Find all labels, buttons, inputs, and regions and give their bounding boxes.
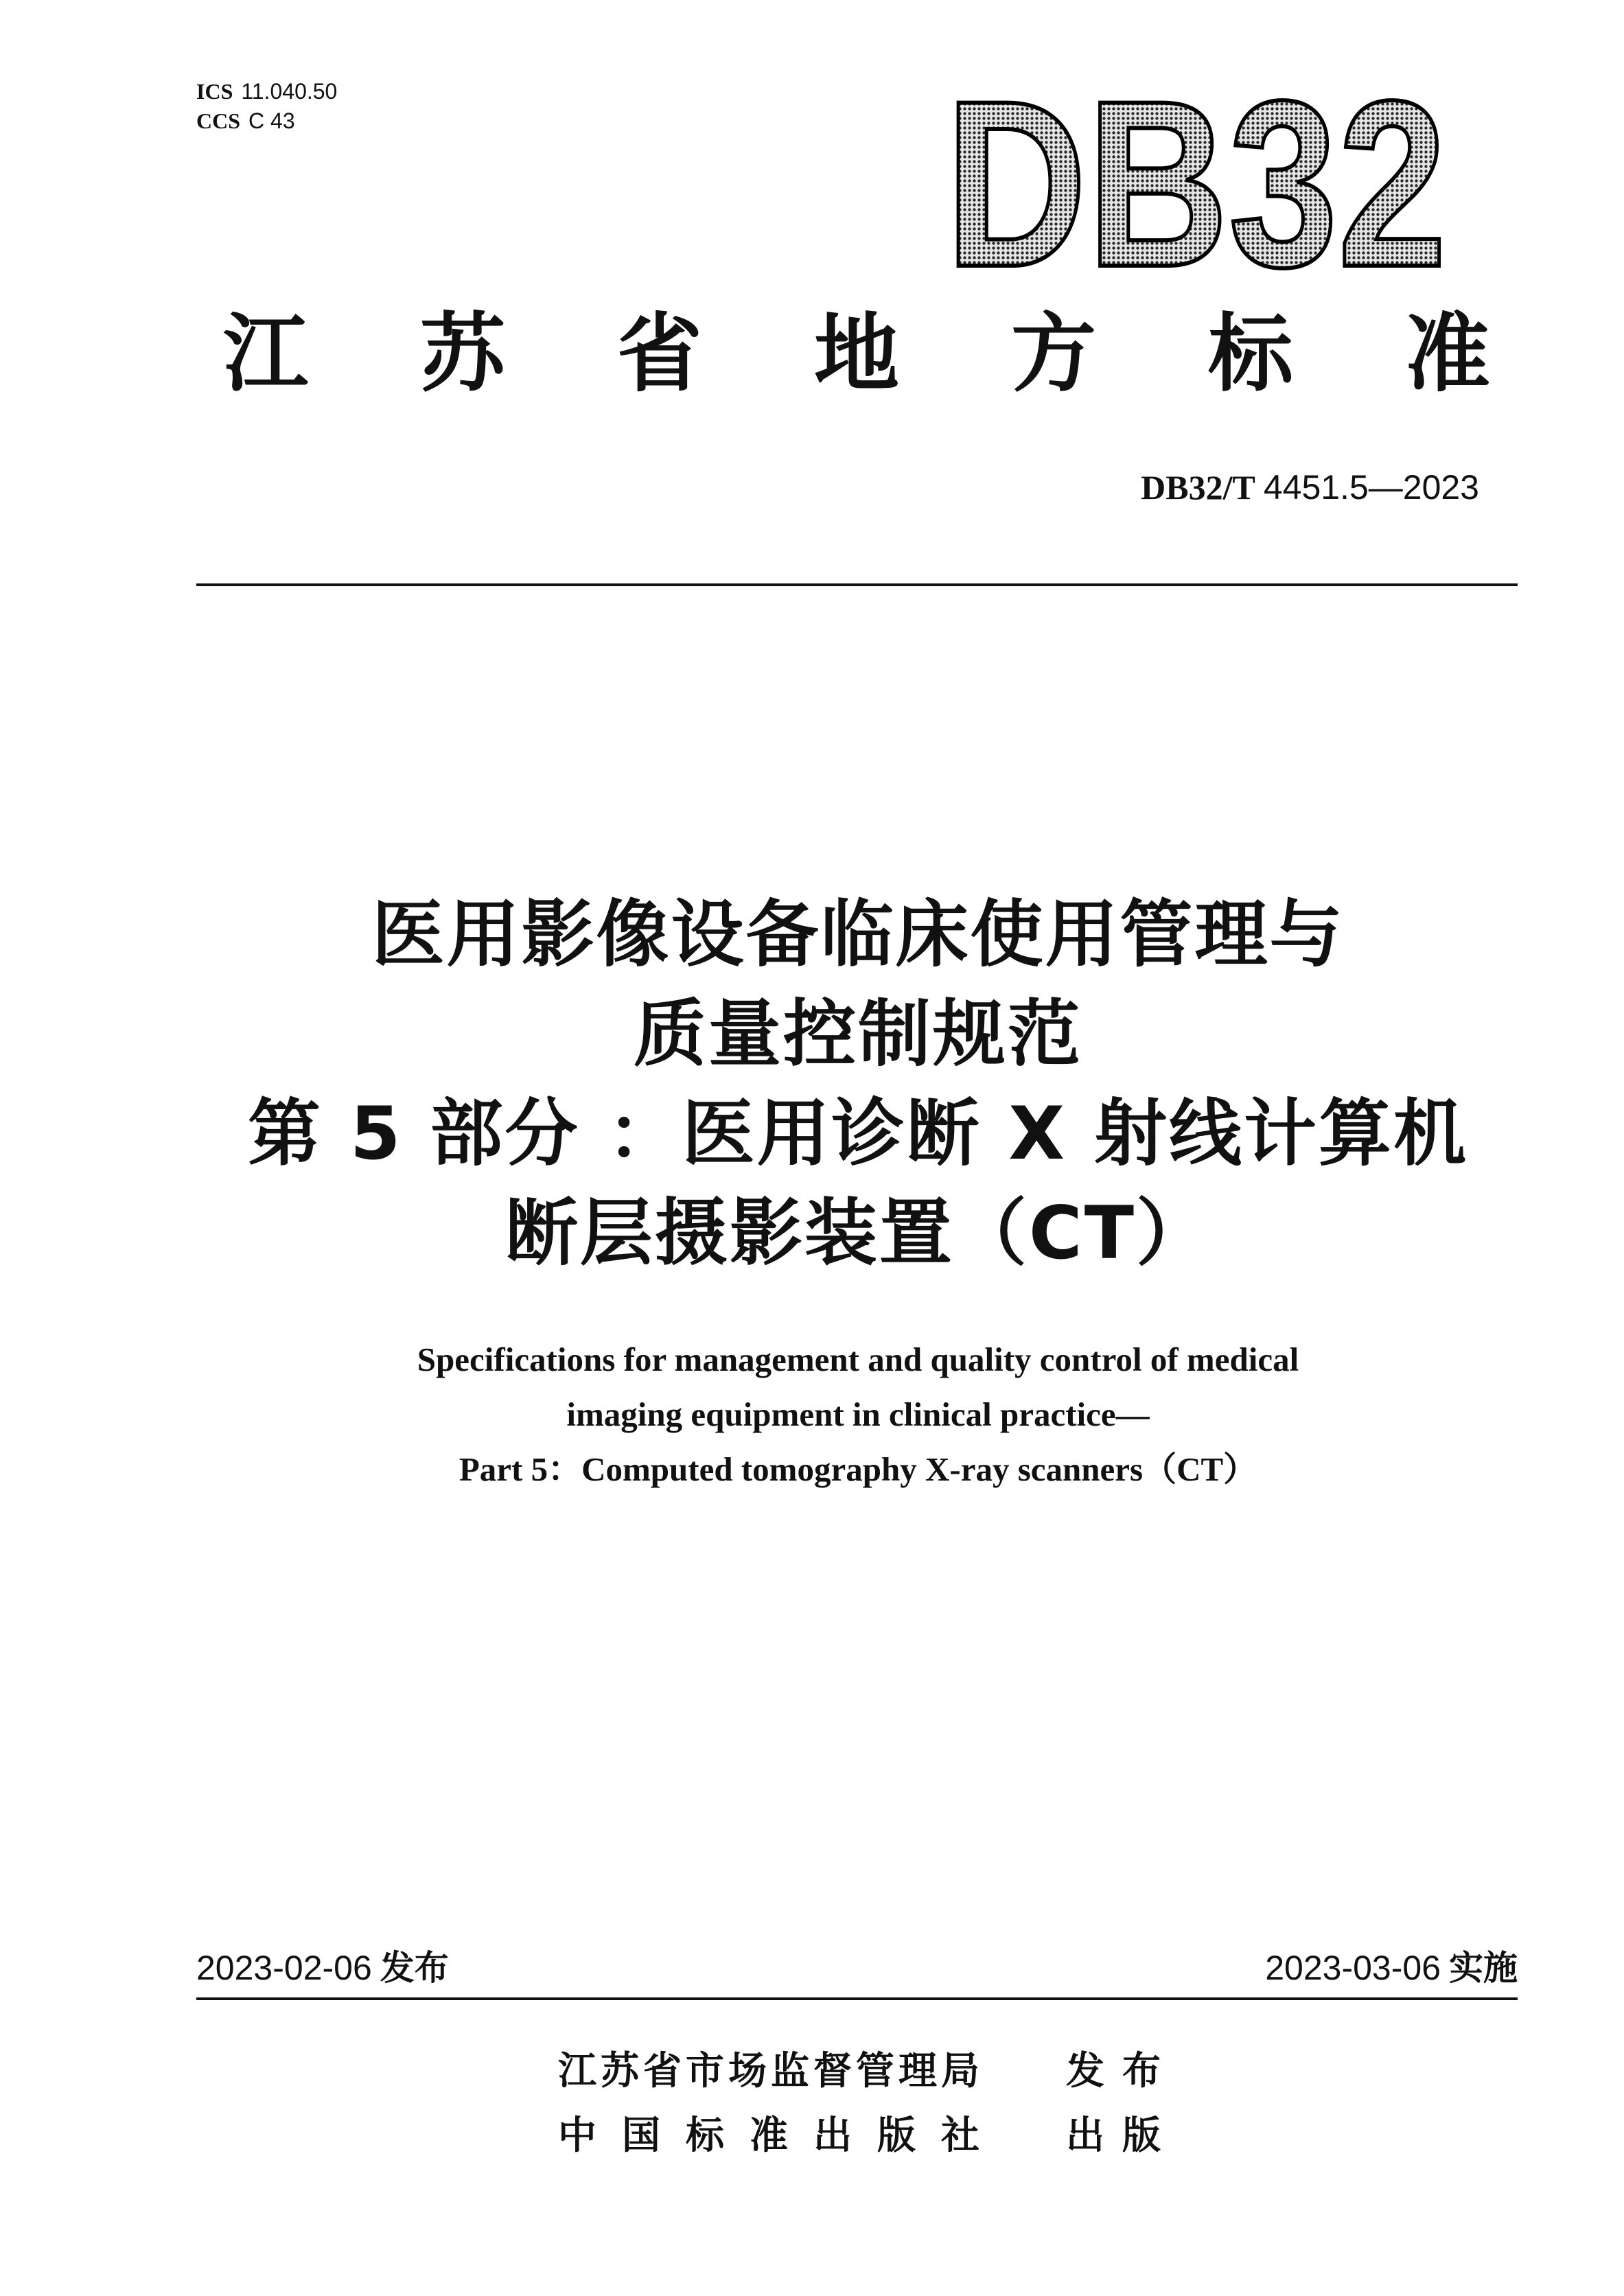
implement-date-label: 实施 xyxy=(1449,1948,1518,1988)
document-title-zh xyxy=(172,885,1544,1283)
ccs-label: CCS xyxy=(196,108,241,133)
publisher-role: 发布 xyxy=(1066,2049,1179,2094)
title-zh-line: 断层摄影装置（CT） xyxy=(504,1191,1211,1275)
header-divider xyxy=(196,583,1518,586)
issue-date-label: 发布 xyxy=(380,1948,449,1988)
standard-number-prefix: DB32/T xyxy=(1141,468,1255,507)
title-zh-line: 质量控制规范 xyxy=(634,992,1082,1076)
ics-code-line xyxy=(196,78,337,105)
standard-category-title: 江苏省地方标准 xyxy=(223,304,1603,404)
implement-date-value: 2023-03-06 xyxy=(1265,1949,1441,1987)
standard-number-value: 4451.5—2023 xyxy=(1263,468,1479,507)
db32-logo xyxy=(933,52,1462,316)
title-en-line: imaging equipment in clinical practice— xyxy=(566,1395,1150,1433)
title-en-line: Part 5：Computed tomography X-ray scanners（CT） xyxy=(459,1450,1257,1488)
title-zh-line: 第 5 部分 ：医用诊断 X 射线计算机 xyxy=(248,1091,1468,1176)
implement-date xyxy=(1265,1947,1518,1988)
ics-label: ICS xyxy=(196,79,233,104)
press-name: 中国标准出版社 xyxy=(558,2113,1005,2158)
document-title-en xyxy=(172,1332,1544,1497)
ccs-code-line xyxy=(196,107,295,135)
title-en-line: Specifications for management and quality control of medical xyxy=(417,1341,1299,1378)
title-zh-line: 医用影像设备临床使用管理与 xyxy=(371,892,1345,977)
db32-logo-text: DB32 xyxy=(945,52,1447,316)
ccs-code: C 43 xyxy=(248,108,295,133)
issue-date xyxy=(196,1947,449,1988)
standard-number xyxy=(1141,468,1479,507)
ics-code: 11.040.50 xyxy=(241,79,338,104)
publisher-name: 江苏省市场监督管理局 xyxy=(558,2049,984,2094)
footer-divider xyxy=(196,1997,1518,2000)
press-role: 出版 xyxy=(1066,2113,1179,2158)
issue-date-value: 2023-02-06 xyxy=(196,1949,372,1987)
